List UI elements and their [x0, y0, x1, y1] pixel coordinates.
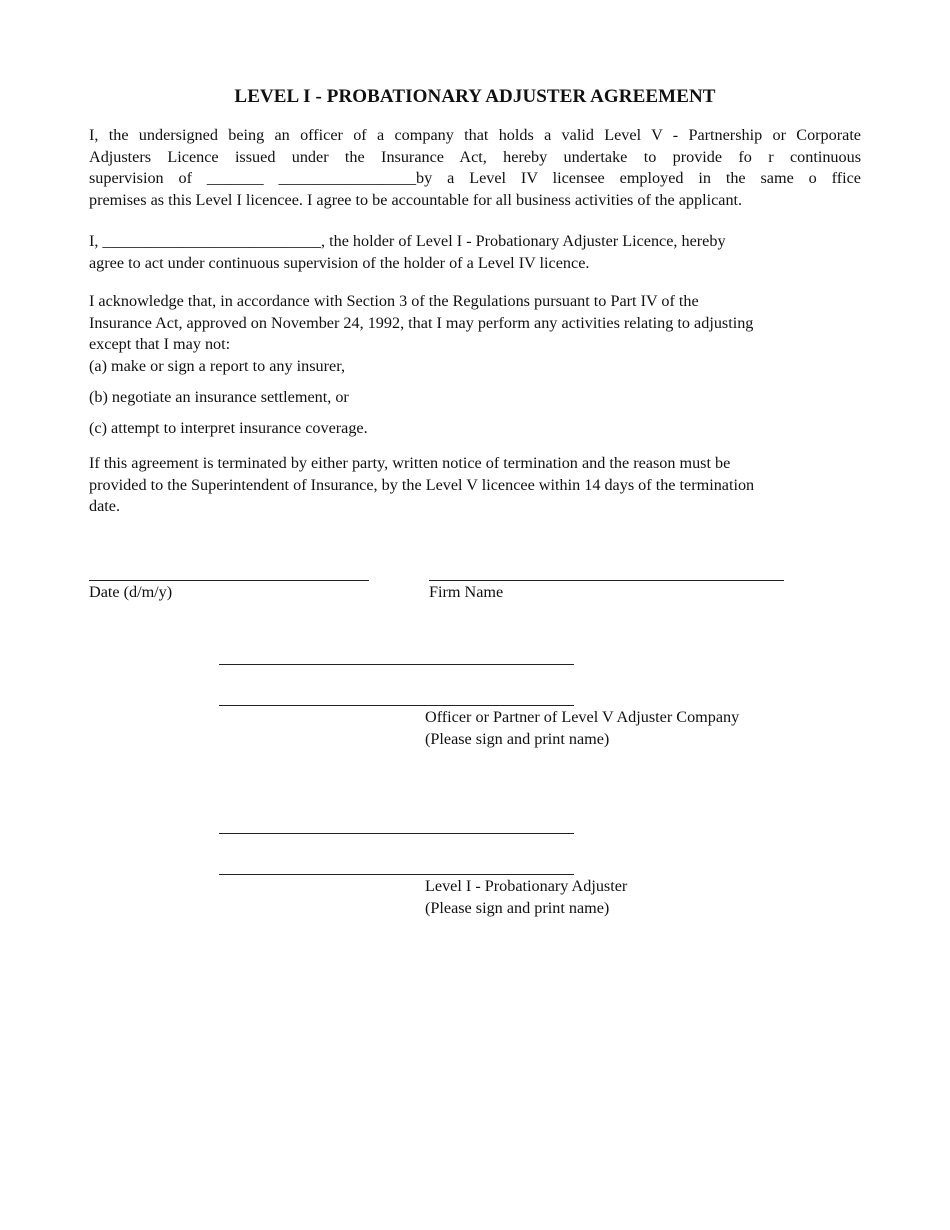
officer-signature-line[interactable]: [219, 664, 574, 665]
firm-name-label: Firm Name: [429, 583, 504, 601]
adjuster-sign-note: (Please sign and print name): [425, 899, 610, 917]
date-label: Date (d/m/y): [89, 583, 173, 601]
adjuster-signature-line[interactable]: [219, 833, 574, 834]
paragraph-line: date.: [89, 497, 121, 515]
paragraph-line: I, the undersigned being an officer of a company that holds a valid Level V - Partnership or Corporate: [89, 126, 861, 144]
officer-label: Officer or Partner of Level V Adjuster Company: [425, 708, 740, 726]
document-title: LEVEL I - PROBATIONARY ADJUSTER AGREEMENT: [234, 86, 716, 107]
firm-name-signature-line[interactable]: [429, 580, 784, 581]
restriction-item-b: (b) negotiate an insurance settlement, or: [89, 388, 349, 406]
paragraph-line: supervision of _______ _________________by a Level IV licensee employed in the same o ffice: [89, 169, 861, 187]
paragraph-line: premises as this Level I licencee. I agree to be accountable for all business activities of the applicant.: [89, 190, 743, 209]
adjuster-print-name-line[interactable]: [219, 874, 574, 875]
acknowledgement-paragraph: [89, 291, 861, 356]
paragraph-line: I, ___________________________, the holder of Level I - Probationary Adjuster Licence, hereby: [89, 232, 726, 250]
termination-paragraph: [89, 453, 861, 518]
paragraph-line: except that I may not:: [89, 335, 231, 353]
date-signature-line[interactable]: [89, 580, 369, 581]
paragraph-line: Adjusters Licence issued under the Insurance Act, hereby undertake to provide fo r continuous: [89, 147, 861, 166]
officer-sign-note: (Please sign and print name): [425, 730, 610, 748]
restriction-item-a: (a) make or sign a report to any insurer,: [89, 357, 346, 375]
licensee-agreement-paragraph: [89, 231, 861, 274]
officer-print-name-line[interactable]: [219, 705, 574, 706]
paragraph-line: provided to the Superintendent of Insurance, by the Level V licencee within 14 days of the termination: [89, 475, 755, 494]
adjuster-label: Level I - Probationary Adjuster: [425, 877, 628, 895]
paragraph-line: Insurance Act, approved on November 24, 1992, that I may perform any activities relating to adjusting: [89, 313, 754, 332]
paragraph-line: If this agreement is terminated by either party, written notice of termination and the reason must be: [89, 454, 731, 472]
supervisor-undertaking-paragraph: [89, 125, 861, 211]
paragraph-line: I acknowledge that, in accordance with Section 3 of the Regulations pursuant to Part IV of the: [89, 292, 699, 310]
paragraph-line: agree to act under continuous supervision of the holder of a Level IV licence.: [89, 253, 590, 272]
restriction-item-c: (c) attempt to interpret insurance coverage.: [89, 419, 368, 437]
